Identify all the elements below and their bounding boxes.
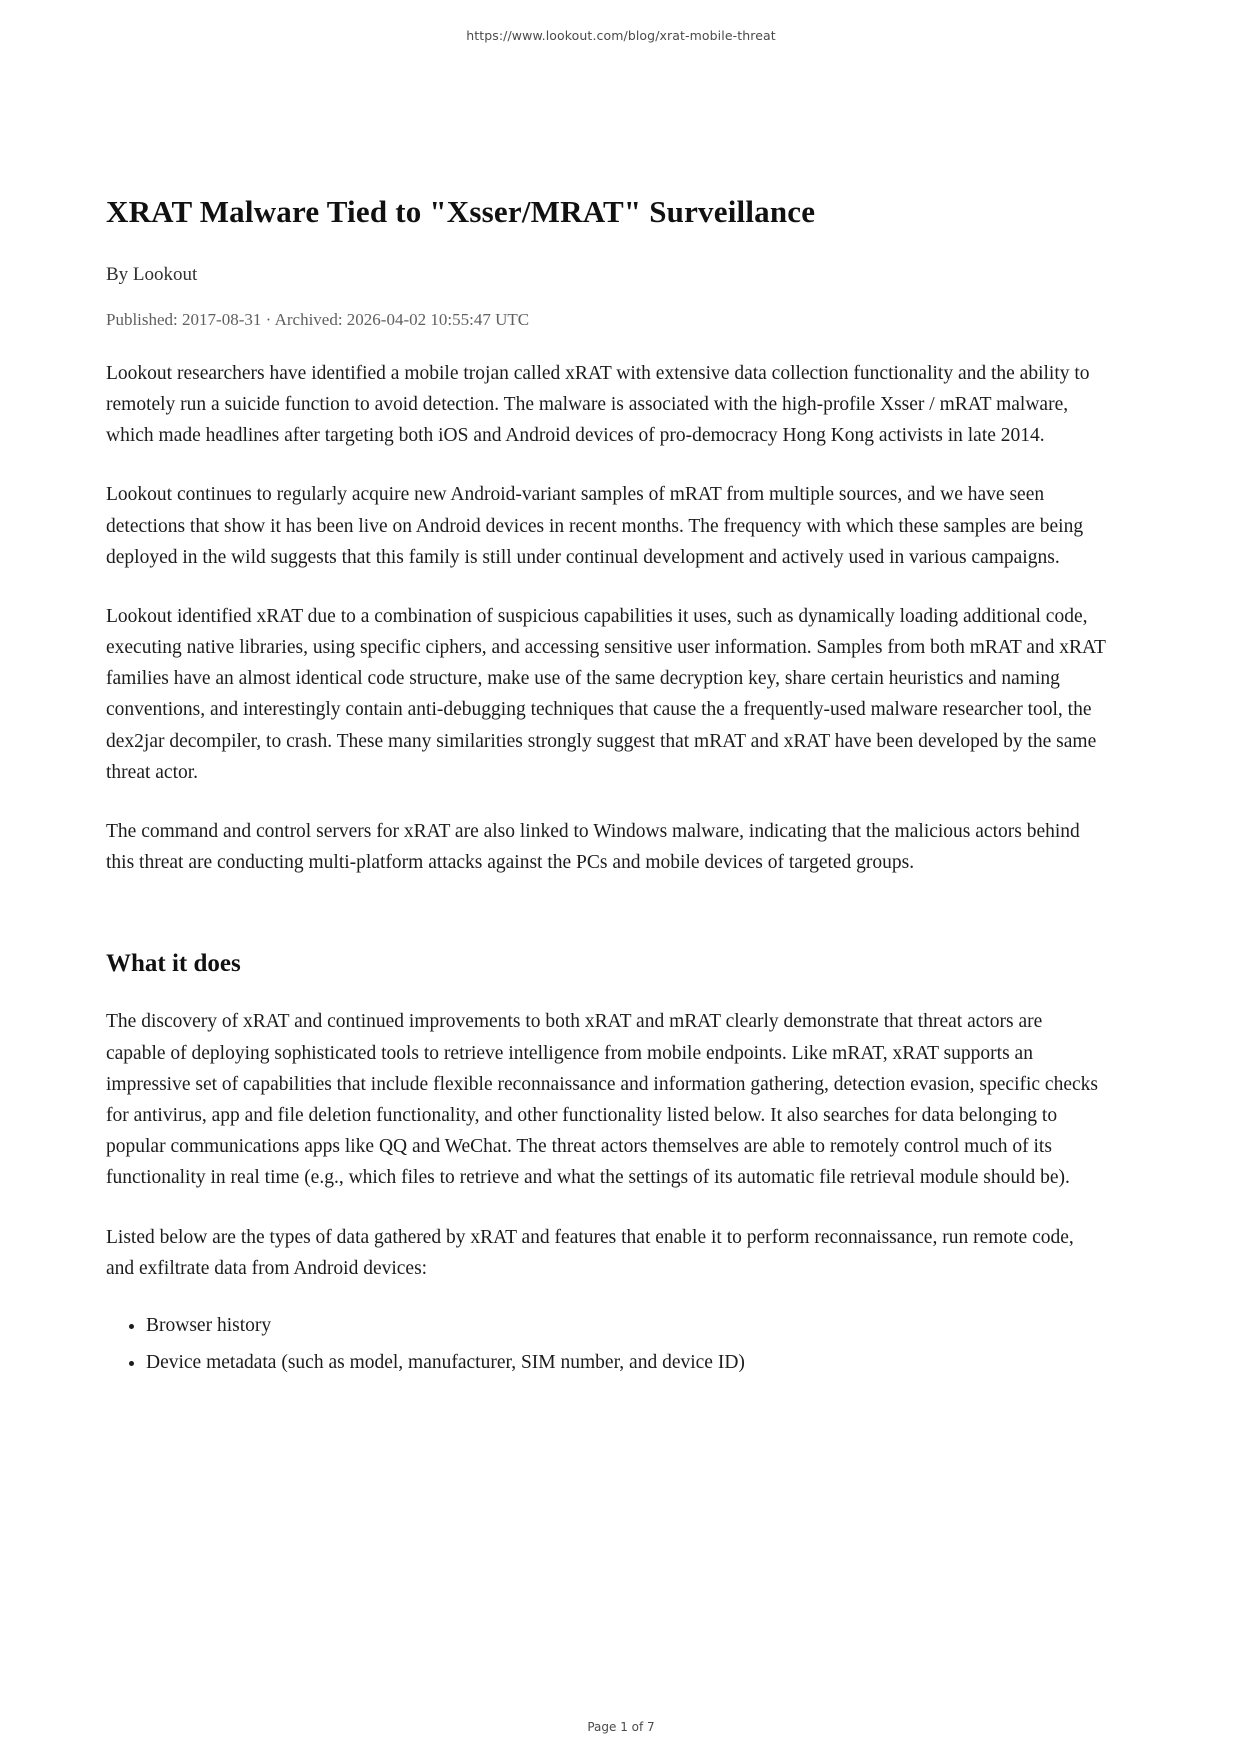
- byline: By Lookout: [106, 263, 198, 285]
- page-title: XRAT Malware Tied to "Xsser/MRAT" Surveillance: [106, 194, 816, 229]
- section-heading-what-it-does: What it does: [106, 950, 241, 978]
- list-item: • Browser history: [146, 1310, 1106, 1341]
- published-archived-meta: Published: 2017-08-31 · Archived: 2026-04-02 10:55:47 UTC: [106, 309, 530, 329]
- paragraph: Listed below are the types of data gathered by xRAT and features that enable it to perform reconnaissance, run remote code, and exfiltrate data from Android devices:: [106, 1226, 1074, 1279]
- paragraph: The command and control servers for xRAT are also linked to Windows malware, indicating that the malicious actors behind this threat are conducting multi-platform attacks against the PCs and mobile devices of targeted groups.: [106, 821, 1080, 874]
- source-url: https://www.lookout.com/blog/xrat-mobile-threat: [466, 28, 776, 43]
- list-item: • Device metadata (such as model, manufacturer, SIM number, and device ID): [146, 1347, 1106, 1378]
- paragraph: Lookout researchers have identified a mobile trojan called xRAT with extensive data collection functionality and the ability to remotely run a suicide function to avoid detection. The malware is associated with the high-profile Xsser / mRAT malware, which made headlines after targeting both iOS and Android devices of pro-democracy Hong Kong activists in late 2014.: [106, 362, 1090, 447]
- page-number: Page 1 of 7: [587, 1720, 655, 1734]
- paragraph: Lookout identified xRAT due to a combination of suspicious capabilities it uses, such as dynamically loading additional code, executing native libraries, using specific ciphers, and accessing sensitive user information. Samples from both mRAT and xRAT families have an almost identical code structure, make use of the same decryption key, share certain heuristics and naming conventions, and interestingly contain anti-debugging techniques that cause the a frequently-used malware researcher tool, the dex2jar decompiler, to crash. These many similarities strongly suggest that mRAT and xRAT have been developed by the same threat actor.: [106, 605, 1106, 783]
- article-body: [106, 0, 1106, 1384]
- data-types-list: [106, 1310, 1106, 1378]
- paragraph: The discovery of xRAT and continued improvements to both xRAT and mRAT clearly demonstrate that threat actors are capable of deploying sophisticated tools to retrieve intelligence from mobile endpoints. Like mRAT, xRAT supports an impressive set of capabilities that include flexible reconnaissance and information gathering, detection evasion, specific checks for antivirus, app and file deletion functionality, and other functionality listed below. It also searches for data belonging to popular communications apps like QQ and WeChat. The threat actors themselves are able to remotely control much of its functionality in real time (e.g., which files to retrieve and what the settings of its automatic file retrieval module should be).: [106, 1011, 1098, 1189]
- paragraph: Lookout continues to regularly acquire new Android-variant samples of mRAT from multiple sources, and we have seen detections that show it has been live on Android devices in recent months. The frequency with which these samples are being deployed in the wild suggests that this family is still under continual development and actively used in various campaigns.: [106, 484, 1084, 568]
